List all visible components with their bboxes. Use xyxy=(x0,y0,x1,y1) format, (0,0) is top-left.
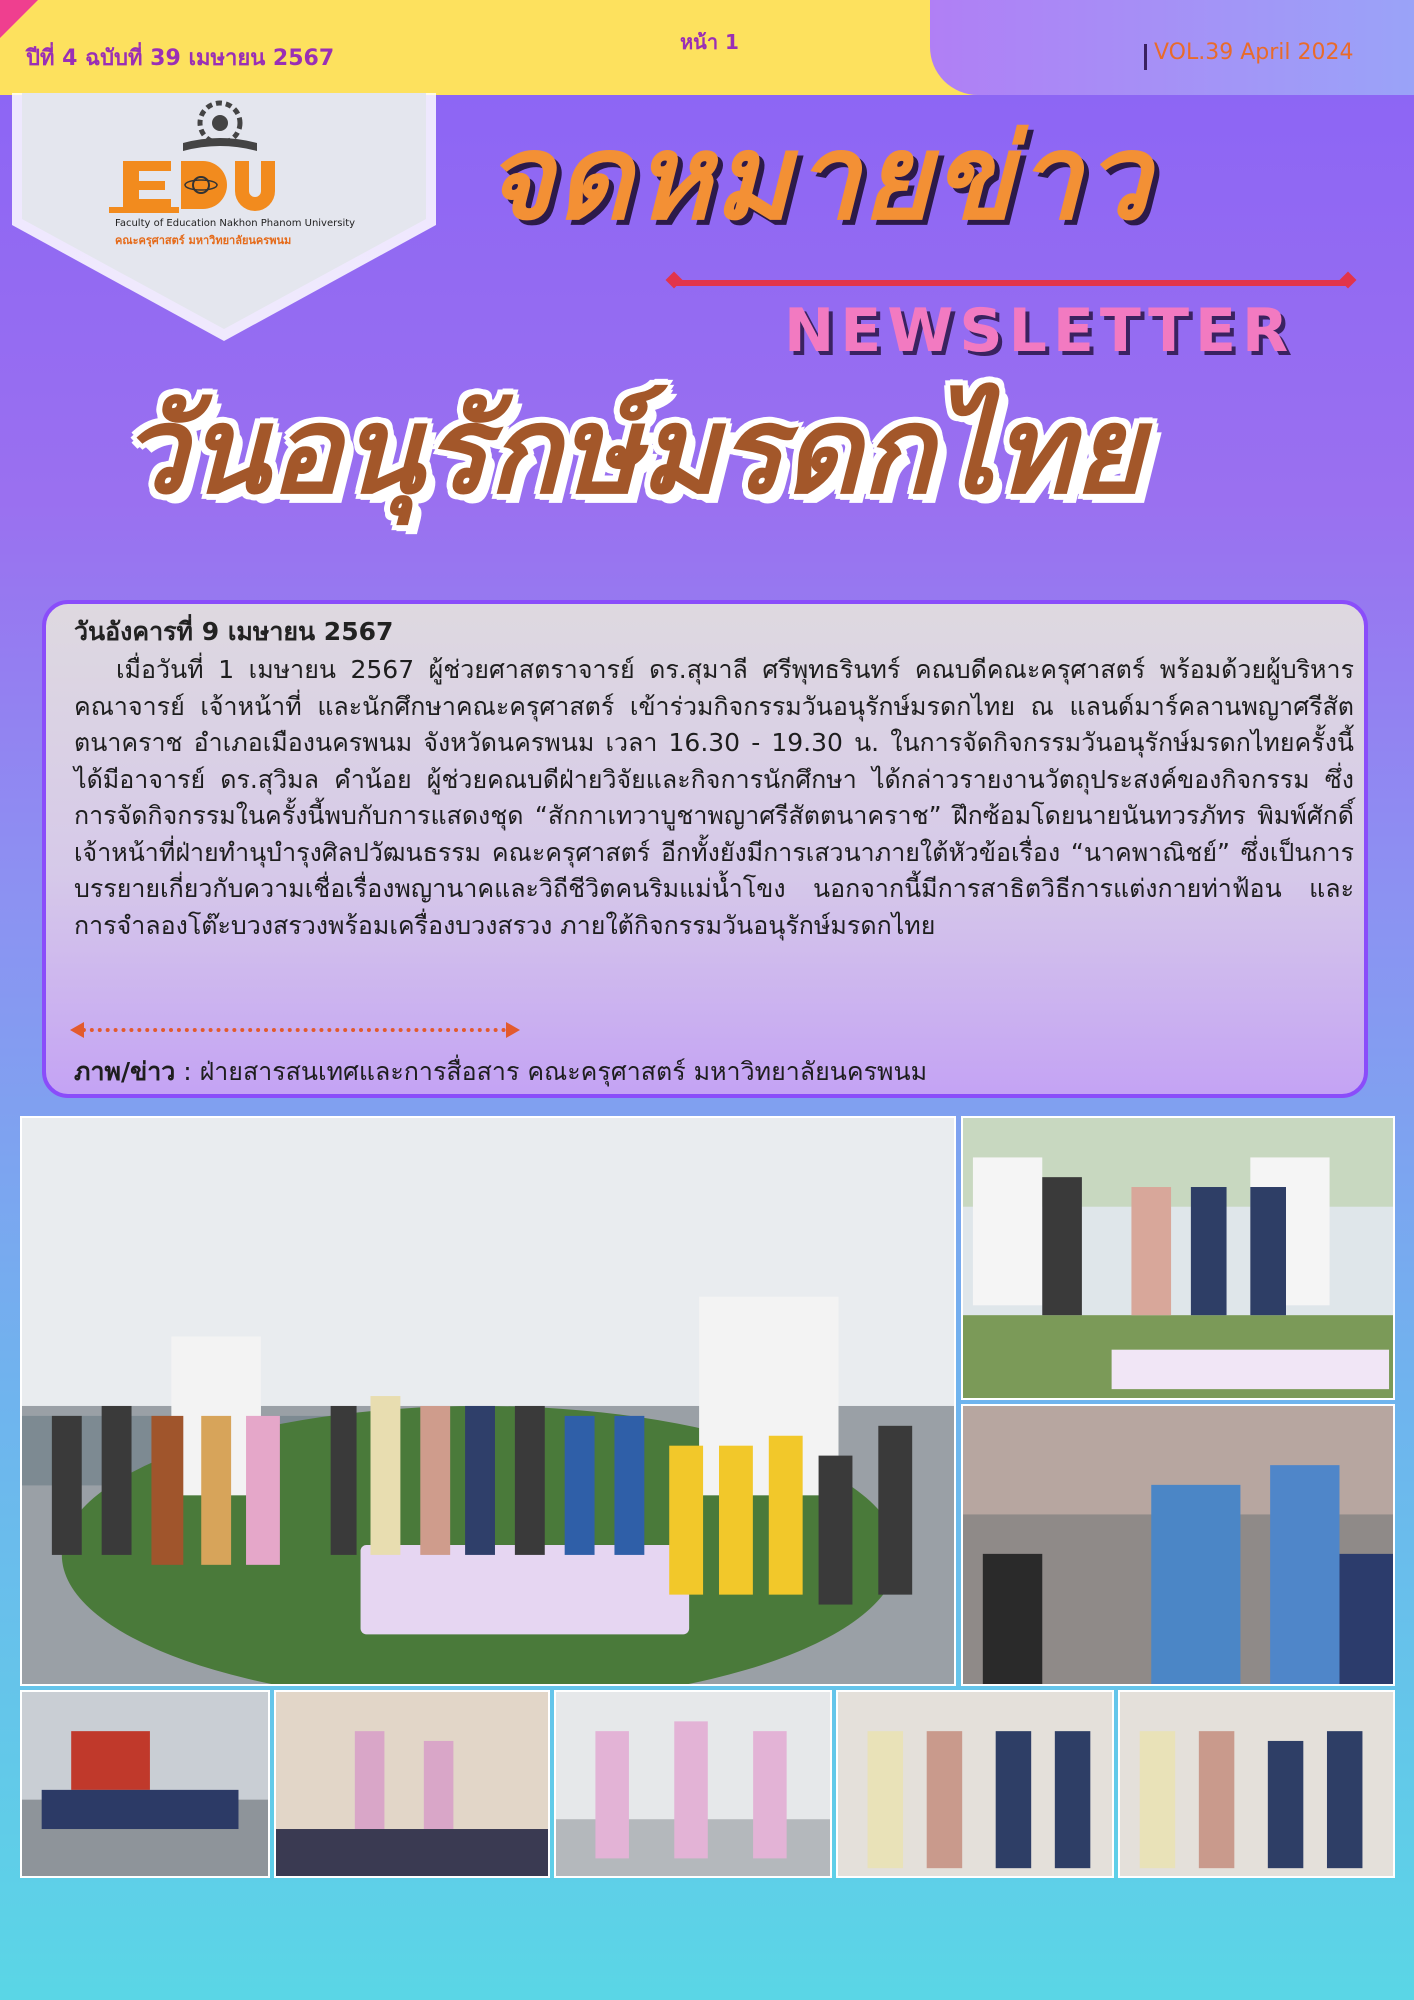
corner-ornament xyxy=(0,0,38,38)
page-number: หน้า 1 xyxy=(680,30,739,54)
photo-award-2 xyxy=(1118,1690,1395,1878)
divider-bar xyxy=(1144,44,1147,70)
article-body: เมื่อวันที่ 1 เมษายน 2567 ผู้ช่วยศาสตราจารย์ ดร.สุมาลี ศรีพุทธรินทร์ คณบดีคณะครุศาสตร์ พร้อมด้วยผู้บริหาร คณาจารย์ เจ้าหน้าที่ และนักศึกษาคณะครุศาสตร์ เข้าร่วมกิจกรรมวันอนุรักษ์มรดกไทย ณ แลนด์มาร์คลานพญาศรีสัตตนาคราช อำเภอเมืองนครพนม จังหวัดนครพนม เวลา 16.30 - 19.30 น. ในการจัดกิจกรรมวันอนุรักษ์มรดกไทยครั้งนี้ได้มีอาจารย์ ดร.สุวิมล คำน้อย ผู้ช่วยคณบดีฝ่ายวิจัยและกิจการนักศึกษา ได้กล่าวรายงานวัตถุประสงค์ของกิจกรรม ซึ่งการจัดกิจกรรมในครั้งนี้พบกับการแสดงชุด “สักกาเทวาบูชาพญาศรีสัตตนาคราช” ฝึกซ้อมโดยนายนันทวรภัทร พิมพ์ศักดิ์ เจ้าหน้าที่ฝ่ายทำนุบำรุงศิลปวัฒนธรรม คณะครุศาสตร์ อีกทั้งยังมีการเสวนาภายใต้หัวข้อเรื่อง “นาคพาณิชย์” ซึ่งเป็นการบรรยายเกี่ยวกับความเชื่อเรื่องพญานาคและวิถีชีวิตคนริมแม่น้ำโขง นอกจากนี้มีการสาธิตวิธีการแต่งกายท่าฟ้อน และการจำลองโต๊ะบวงสรวงพร้อมเครื่องบวงสรวง ภายใต้กิจกรรมวันอนุรักษ์มรดกไทย xyxy=(74,655,1354,940)
credit-label: ภาพ/ข่าว xyxy=(74,1057,176,1086)
photo-award-1 xyxy=(836,1690,1114,1878)
article-date: วันอังคารที่ 9 เมษายน 2567 xyxy=(74,617,394,646)
edu-logo-icon xyxy=(105,95,335,235)
masthead-title-thai: จดหมายข่าว xyxy=(484,108,1152,246)
photo-band xyxy=(20,1690,270,1878)
masthead-title-english: NEWSLETTER xyxy=(784,296,1295,366)
photo-dancers-stage xyxy=(274,1690,550,1878)
photo-podium xyxy=(961,1116,1395,1400)
logo-caption-th: คณะครุศาสตร์ มหาวิทยาลัยนครพนม xyxy=(115,234,292,247)
double-arrow-divider xyxy=(74,1028,514,1032)
headline: วันอนุรักษ์มรดกไทย xyxy=(120,382,1144,521)
photo-speakers xyxy=(961,1404,1395,1686)
photo-group xyxy=(20,1116,956,1686)
credit-text: : ฝ่ายสารสนเทศและการสื่อสาร คณะครุศาสตร์ มหาวิทยาลัยนครพนม xyxy=(175,1057,928,1086)
logo-caption-en: Faculty of Education Nakhon Phanom University xyxy=(115,218,356,229)
issue-english: VOL.39 April 2024 xyxy=(1154,40,1354,65)
photo-credit xyxy=(74,1052,927,1092)
issue-thai: ปีที่ 4 ฉบับที่ 39 เมษายน 2567 xyxy=(26,46,335,71)
photo-dance-performance xyxy=(554,1690,832,1878)
masthead-divider xyxy=(676,280,1346,286)
